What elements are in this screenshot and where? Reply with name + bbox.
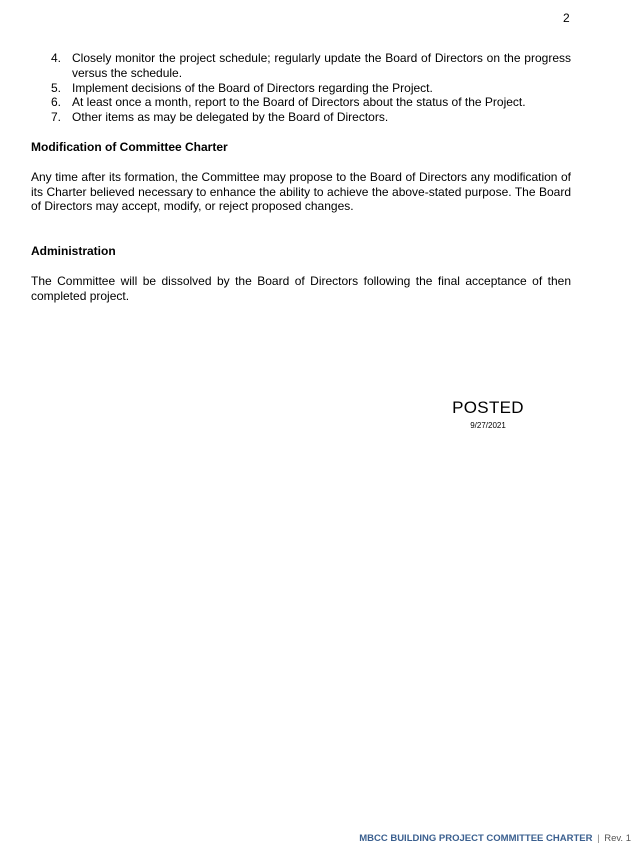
- list-item: [31, 81, 571, 96]
- footer-separator: |: [597, 833, 600, 844]
- list-item-number: 4.: [51, 51, 62, 65]
- section-body-administration: The Committee will be dissolved by the Board of Directors following the final acceptance of then completed project.: [31, 273, 571, 303]
- list-item: [31, 95, 571, 110]
- section-heading-modification: Modification of Committee Charter: [31, 139, 228, 154]
- list-item-text: At least once a month, report to the Board of Directors about the status of the Project.: [72, 95, 526, 110]
- list-item-text: Closely monitor the project schedule; regularly update the Board of Directors on the progress versus the schedule.: [72, 51, 571, 80]
- page-number: 2: [563, 11, 570, 25]
- list-item: [31, 110, 571, 125]
- section-heading-administration: Administration: [31, 244, 116, 259]
- posted-stamp: [448, 398, 528, 431]
- responsibilities-list: [31, 51, 571, 125]
- page-footer: [359, 833, 631, 845]
- posted-date: 9/27/2021: [470, 421, 506, 430]
- footer-title: MBCC BUILDING PROJECT COMMITTEE CHARTER: [359, 833, 593, 844]
- list-item-number: 5.: [51, 80, 62, 95]
- list-item-number: 6.: [51, 95, 62, 110]
- section-body-modification: Any time after its formation, the Committee may propose to the Board of Directors any modification of its Charter believed necessary to enhance the ability to achieve the above-stated purpose. The Board of Directors may accept, modify, or reject proposed changes.: [31, 169, 571, 214]
- posted-label: POSTED: [452, 398, 524, 417]
- document-body: [31, 51, 571, 304]
- list-item-text: Implement decisions of the Board of Directors regarding the Project.: [72, 80, 433, 95]
- list-item-number: 7.: [51, 110, 62, 125]
- list-item-text: Other items as may be delegated by the Board of Directors.: [72, 110, 389, 125]
- list-item: [31, 51, 571, 81]
- footer-revision: Rev. 1: [604, 833, 631, 844]
